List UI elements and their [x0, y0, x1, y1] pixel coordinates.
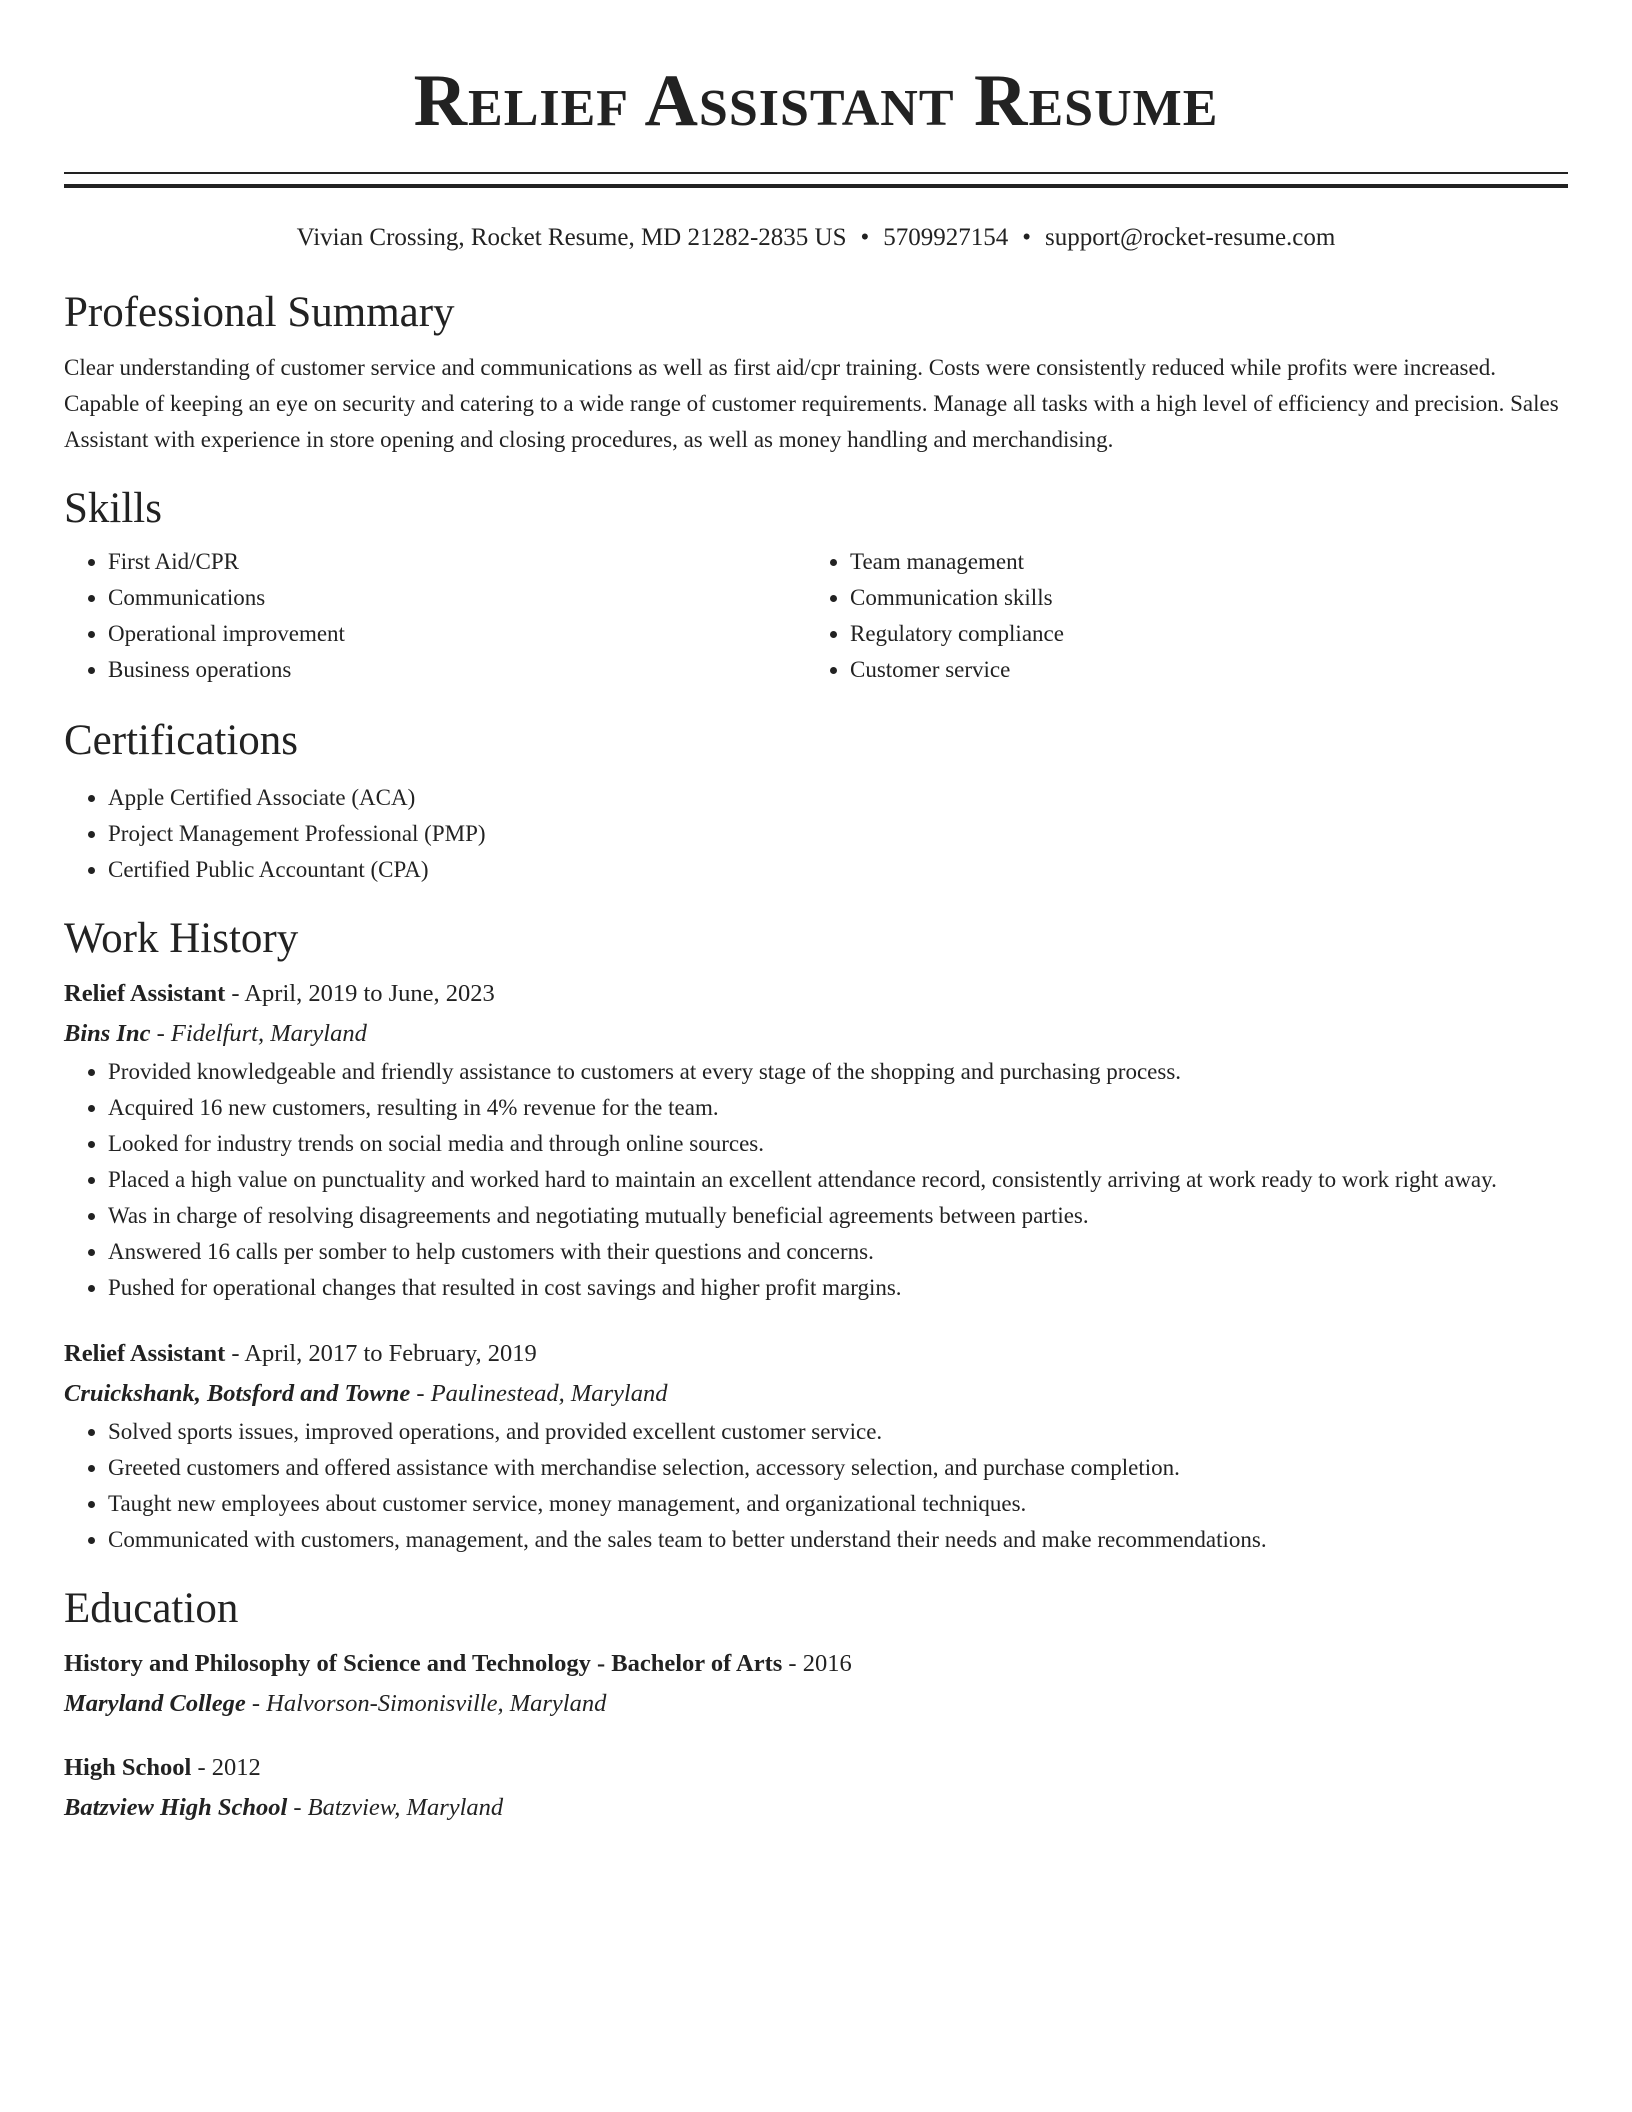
job-company-line	[64, 1374, 1568, 1414]
work-history-heading: Work History	[64, 915, 299, 962]
certification-item: • Apple Certified Associate (ACA)	[108, 780, 1568, 816]
education-location: - Halvorson-Simonisville, Maryland	[245, 1690, 607, 1717]
job-duty: • Greeted customers and offered assistance with merchandise selection, accessory selection, and purchase completion.	[108, 1450, 1568, 1486]
skill-item: • Operational improvement	[108, 616, 806, 652]
job-company-line	[64, 1014, 1568, 1054]
job-company: Bins Inc	[64, 1020, 151, 1047]
job-duty: • Pushed for operational changes that resulted in cost savings and higher profit margins.	[108, 1270, 1568, 1306]
job-duty: • Answered 16 calls per somber to help customers with their questions and concerns.	[108, 1234, 1568, 1270]
contact-separator: •	[860, 224, 870, 251]
education-school-line	[64, 1684, 1568, 1724]
summary-text: Clear understanding of customer service and communications as well as first aid/cpr training. Costs were consistently reduced while profits were increased. Capable of keeping an eye on security and catering to a wide range of customer requirements. Manage all tasks with a high level of efficiency and precision. Sales Assistant with experience in store opening and closing procedures, as well as money handling and merchandising.	[64, 355, 1559, 452]
skills-column-left	[64, 544, 806, 688]
certifications-heading: Certifications	[64, 717, 299, 764]
education-year: - 2016	[782, 1650, 852, 1677]
certification-item: • Certified Public Accountant (CPA)	[108, 852, 1568, 888]
job-duty: • Looked for industry trends on social media and through online sources.	[108, 1126, 1568, 1162]
certifications-list	[64, 780, 1568, 888]
resume-title: Relief Assistant Resume	[413, 60, 1219, 142]
education-degree-line	[64, 1748, 1568, 1788]
job-duties-list	[64, 1054, 1568, 1306]
job-duty: • Was in charge of resolving disagreements and negotiating mutually beneficial agreements between parties.	[108, 1198, 1568, 1234]
contact-email: support@rocket-resume.com	[1045, 224, 1336, 251]
education-location: - Batzview, Maryland	[287, 1794, 504, 1821]
job-title-line	[64, 974, 1568, 1014]
skill-item: • Regulatory compliance	[850, 616, 1548, 652]
education-school-line	[64, 1788, 1568, 1828]
skill-item: • Business operations	[108, 652, 806, 688]
job-duties-list	[64, 1414, 1568, 1558]
education-school: Batzview High School	[64, 1794, 288, 1821]
education-degree: High School	[64, 1754, 192, 1781]
job-entry	[64, 1334, 1568, 1558]
education-degree-line	[64, 1644, 1568, 1684]
skills-column-right	[806, 544, 1548, 688]
skills-list	[64, 544, 1568, 688]
contact-line	[64, 222, 1568, 254]
job-duty: • Placed a high value on punctuality and worked hard to maintain an excellent attendance record, consistently arriving at work ready to work right away.	[108, 1162, 1568, 1198]
skill-item: • First Aid/CPR	[108, 544, 806, 580]
education-entry	[64, 1644, 1568, 1724]
education-year: - 2012	[191, 1754, 261, 1781]
summary-heading: Professional Summary	[64, 289, 455, 336]
job-duty: • Provided knowledgeable and friendly assistance to customers at every stage of the shopping and purchasing process.	[108, 1054, 1568, 1090]
skill-item: • Team management	[850, 544, 1548, 580]
job-title: Relief Assistant	[64, 980, 226, 1007]
job-duty: • Solved sports issues, improved operations, and provided excellent customer service.	[108, 1414, 1568, 1450]
title-divider	[64, 172, 1568, 188]
education-school: Maryland College	[64, 1690, 246, 1717]
job-duty: • Communicated with customers, management, and the sales team to better understand their needs and make recommendations.	[108, 1522, 1568, 1558]
job-dates: - April, 2019 to June, 2023	[225, 980, 495, 1007]
job-company: Cruickshank, Botsford and Towne	[64, 1380, 411, 1407]
skill-item: • Customer service	[850, 652, 1548, 688]
job-entry	[64, 974, 1568, 1306]
contact-address: Vivian Crossing, Rocket Resume, MD 21282-2835 US	[296, 224, 847, 251]
job-location: - Paulinestead, Maryland	[410, 1380, 668, 1407]
education-degree: History and Philosophy of Science and Technology - Bachelor of Arts	[64, 1650, 783, 1677]
job-title-line	[64, 1334, 1568, 1374]
skill-item: • Communication skills	[850, 580, 1548, 616]
job-duty: • Acquired 16 new customers, resulting in 4% revenue for the team.	[108, 1090, 1568, 1126]
job-dates: - April, 2017 to February, 2019	[225, 1340, 537, 1367]
contact-separator: •	[1022, 224, 1032, 251]
job-location: - Fidelfurt, Maryland	[150, 1020, 367, 1047]
certification-item: • Project Management Professional (PMP)	[108, 816, 1568, 852]
contact-phone: 5709927154	[883, 224, 1009, 251]
education-heading: Education	[64, 1585, 239, 1632]
skill-item: • Communications	[108, 580, 806, 616]
job-title: Relief Assistant	[64, 1340, 226, 1367]
job-duty: • Taught new employees about customer service, money management, and organizational techniques.	[108, 1486, 1568, 1522]
skills-heading: Skills	[64, 485, 162, 532]
education-entry	[64, 1748, 1568, 1828]
